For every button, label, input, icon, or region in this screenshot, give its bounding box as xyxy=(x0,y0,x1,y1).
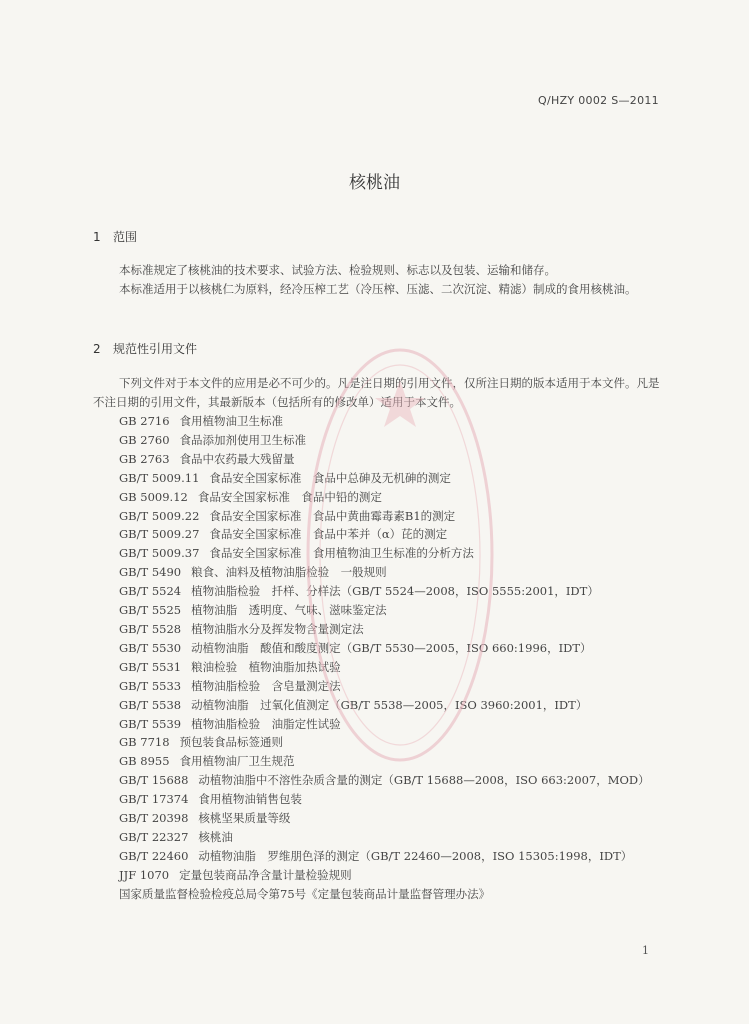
reference-code: GB 2763 xyxy=(119,451,170,466)
reference-code: GB/T 5009.37 xyxy=(119,546,200,561)
reference-title: 食品安全国家标准 食品中总砷及无机砷的测定 xyxy=(209,470,451,485)
reference-code: GB/T 5009.22 xyxy=(119,508,200,523)
reference-item xyxy=(119,790,679,809)
reference-title: 动植物油脂 过氧化值测定（GB/T 5538—2005，ISO 3960:2001，IDT） xyxy=(191,697,588,712)
reference-item xyxy=(119,771,679,790)
reference-code: GB 2716 xyxy=(119,414,170,428)
reference-item xyxy=(119,715,679,734)
reference-item xyxy=(119,525,679,544)
section-2-heading xyxy=(93,340,197,357)
reference-code: GB/T 22327 xyxy=(119,829,189,844)
reference-code: JJF 1070 xyxy=(119,867,170,882)
reference-item xyxy=(119,677,679,696)
reference-code: GB/T 5531 xyxy=(119,659,182,674)
reference-code: GB/T 5009.27 xyxy=(119,527,200,542)
reference-title: 食用植物油销售包装 xyxy=(198,792,302,807)
reference-title: 定量包装商品净含量计量检验规则 xyxy=(179,867,352,882)
reference-item xyxy=(119,563,679,582)
reference-code: GB/T 5528 xyxy=(119,621,182,636)
section-title: 范围 xyxy=(113,230,138,244)
reference-item xyxy=(119,544,679,563)
reference-title: 植物油脂检验 油脂定性试验 xyxy=(191,716,341,731)
reference-code: GB/T 15688 xyxy=(119,773,189,788)
reference-code: GB/T 20398 xyxy=(119,811,189,826)
reference-list xyxy=(119,412,679,904)
reference-title: 食品安全国家标准 食品中苯并（α）芘的测定 xyxy=(209,527,448,542)
reference-title: 预包装食品标签通则 xyxy=(179,735,284,750)
reference-title: 植物油脂水分及挥发物含量测定法 xyxy=(191,621,364,636)
reference-title: 食用植物油卫生标准 xyxy=(179,414,284,428)
reference-title: 植物油脂检验 扦样、分样法（GB/T 5524—2008，ISO 5555:2001，IDT） xyxy=(191,584,599,599)
reference-title: 粮油检验 植物油脂加热试验 xyxy=(191,659,341,674)
reference-code: GB/T 5533 xyxy=(119,678,182,693)
section-number: 1 xyxy=(93,230,101,244)
reference-title: 动植物油脂 酸值和酸度测定（GB/T 5530—2005，ISO 660:1996，IDT） xyxy=(191,640,592,655)
reference-item xyxy=(119,696,679,715)
reference-code: GB/T 5525 xyxy=(119,603,182,618)
standard-code: Q/HZY 0002 S—2011 xyxy=(538,94,659,107)
scope-paragraph-1: 本标准规定了核桃油的技术要求、试验方法、检验规则、标志以及包装、运输和储存。 xyxy=(119,263,556,277)
reference-code: GB/T 5009.11 xyxy=(119,470,200,485)
reference-item xyxy=(119,866,679,885)
reference-item xyxy=(119,639,679,658)
reference-title: 植物油脂检验 含皂量测定法 xyxy=(191,678,341,693)
reference-code: GB/T 5490 xyxy=(119,565,182,580)
reference-item xyxy=(119,507,679,526)
reference-code: GB/T 5524 xyxy=(119,584,182,599)
reference-code: GB 2760 xyxy=(119,432,170,447)
reference-item xyxy=(119,488,679,507)
reference-title: 核桃坚果质量等级 xyxy=(198,811,291,826)
reference-item xyxy=(119,412,679,431)
reference-code: GB/T 5530 xyxy=(119,640,182,655)
scope-paragraph-2: 本标准适用于以核桃仁为原料，经冷压榨工艺（冷压榨、压滤、二次沉淀、精滤）制成的食用核桃油。 xyxy=(119,282,637,296)
reference-code: GB 5009.12 xyxy=(119,489,188,504)
reference-title: 食品添加剂使用卫生标准 xyxy=(179,432,307,447)
reference-item xyxy=(119,752,679,771)
reference-title: 粮食、油料及植物油脂检验 一般规则 xyxy=(191,565,387,580)
reference-title: 食品中农药最大残留量 xyxy=(179,451,295,466)
reference-title: 食品安全国家标准 食用植物油卫生标准的分析方法 xyxy=(209,546,474,561)
reference-title: 食用植物油厂卫生规范 xyxy=(179,754,295,769)
reference-item xyxy=(119,658,679,677)
reference-item xyxy=(119,809,679,828)
reference-item xyxy=(119,828,679,847)
reference-code: GB 7718 xyxy=(119,735,170,750)
reference-item xyxy=(119,582,679,601)
reference-title: 动植物油脂 罗维朋色泽的测定（GB/T 22460—2008，ISO 15305:1998，IDT） xyxy=(198,848,633,863)
section-title: 规范性引用文件 xyxy=(113,342,198,356)
references-intro-paragraph: 下列文件对于本文件的应用是必不可少的。凡是注日期的引用文件，仅所注日期的版本适用于本文件。凡是不注日期的引用文件，其最新版本（包括所有的修改单）适用于本文件。 xyxy=(93,376,660,409)
reference-code: GB/T 5538 xyxy=(119,697,182,712)
reference-title: 国家质量监督检验检疫总局令第75号《定量包装商品计量监督管理办法》 xyxy=(119,886,491,901)
reference-code: GB/T 5539 xyxy=(119,716,182,731)
reference-item xyxy=(119,469,679,488)
reference-item xyxy=(119,733,679,752)
reference-item xyxy=(119,620,679,639)
reference-item xyxy=(119,847,679,866)
reference-item xyxy=(119,885,679,904)
reference-title: 植物油脂 透明度、气味、滋味鉴定法 xyxy=(191,603,387,618)
section-number: 2 xyxy=(93,342,101,356)
reference-item xyxy=(119,431,679,450)
page-number: 1 xyxy=(642,944,649,957)
document-title: 核桃油 xyxy=(349,173,400,193)
reference-item xyxy=(119,450,679,469)
reference-title: 食品安全国家标准 食品中黄曲霉毒素B1的测定 xyxy=(209,508,456,523)
section-1-heading xyxy=(93,228,137,245)
reference-code: GB/T 17374 xyxy=(119,792,189,807)
reference-code: GB/T 22460 xyxy=(119,848,189,863)
reference-title: 动植物油脂中不溶性杂质含量的测定（GB/T 15688—2008，ISO 663:2007，MOD） xyxy=(198,773,650,788)
reference-title: 食品安全国家标准 食品中铅的测定 xyxy=(197,489,382,504)
reference-code: GB 8955 xyxy=(119,754,170,769)
reference-item xyxy=(119,601,679,620)
reference-title: 核桃油 xyxy=(198,829,233,844)
